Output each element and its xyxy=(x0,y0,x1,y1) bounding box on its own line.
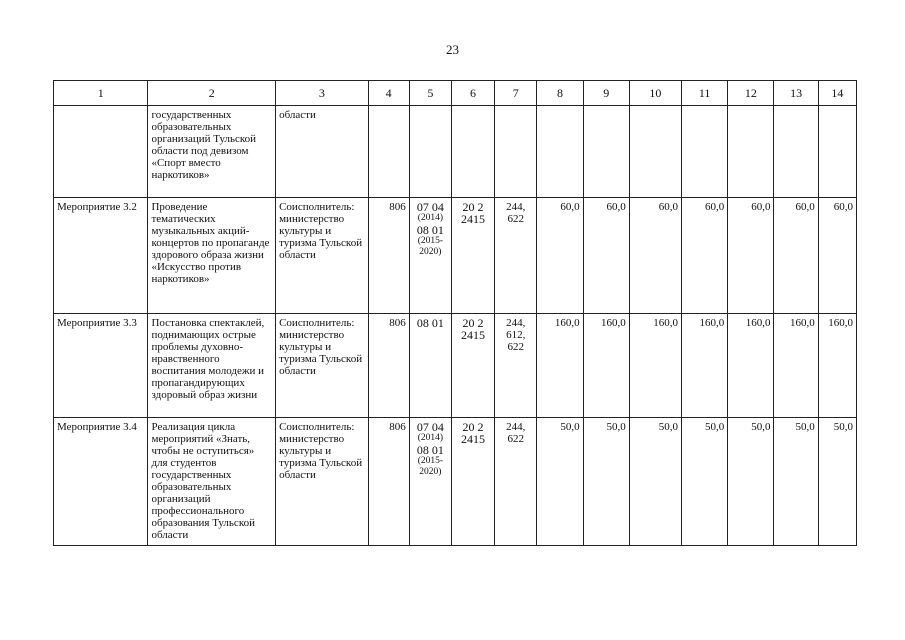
table-row xyxy=(54,314,857,418)
value-cell xyxy=(682,106,728,198)
target-article-part: 20 2 xyxy=(462,316,484,330)
target-article-part: 20 2 xyxy=(462,420,484,434)
executor-cell: Соисполнитель: министерство культуры и туризма Тульской области xyxy=(276,418,368,546)
value-cell: 60,0 xyxy=(818,198,856,314)
event-code-cell: Мероприятие 3.2 xyxy=(54,198,148,314)
value-cell xyxy=(537,106,583,198)
executor-cell: Соисполнитель: министерство культуры и туризма Тульской области xyxy=(276,314,368,418)
section-period: (2015-2020) xyxy=(417,456,444,477)
expense-type-cell: 244, 612, 622 xyxy=(495,314,537,418)
page-number: 23 xyxy=(446,42,459,57)
header-cell: 10 xyxy=(629,81,681,106)
program-table xyxy=(53,80,857,546)
target-article-cell xyxy=(451,106,494,198)
executor-cell: области xyxy=(276,106,368,198)
value-cell: 160,0 xyxy=(818,314,856,418)
value-cell: 60,0 xyxy=(728,198,774,314)
event-name-cell: Реализация цикла мероприятий «Знать, чтобы не оступиться» для студентов государственных образовательных организаций профессионального образования Тульской области xyxy=(148,418,276,546)
expense-type-cell: 244, 622 xyxy=(495,418,537,546)
header-cell: 8 xyxy=(537,81,583,106)
section-code: 08 01 xyxy=(416,223,444,237)
value-cell xyxy=(728,106,774,198)
target-article-cell xyxy=(451,198,494,314)
event-name-cell: Постановка спектаклей, поднимающих острые проблемы духовно-нравственного воспитания молодежи и пропагандирующих здоровый образ жизни xyxy=(148,314,276,418)
header-row xyxy=(54,81,857,106)
header-cell: 11 xyxy=(682,81,728,106)
section-code: 07 04 xyxy=(416,200,444,214)
header-cell: 4 xyxy=(368,81,409,106)
value-cell: 50,0 xyxy=(682,418,728,546)
table-row xyxy=(54,198,857,314)
header-cell: 12 xyxy=(728,81,774,106)
value-cell: 160,0 xyxy=(728,314,774,418)
value-cell: 160,0 xyxy=(583,314,629,418)
executor-cell: Соисполнитель: министерство культуры и туризма Тульской области xyxy=(276,198,368,314)
grbs-cell: 806 xyxy=(368,314,409,418)
header-cell: 14 xyxy=(818,81,856,106)
event-code-cell: Мероприятие 3.3 xyxy=(54,314,148,418)
section-code: 08 01 xyxy=(416,316,444,330)
header-cell: 2 xyxy=(148,81,276,106)
value-cell xyxy=(774,106,818,198)
event-name-cell: Проведение тематических музыкальных акций-концертов по пропаганде здорового образа жизни «Искусство против наркотиков» xyxy=(148,198,276,314)
value-cell: 60,0 xyxy=(537,198,583,314)
table-row xyxy=(54,418,857,546)
table-row xyxy=(54,106,857,198)
section-code: 07 04 xyxy=(416,420,444,434)
event-code-cell xyxy=(54,106,148,198)
value-cell: 50,0 xyxy=(728,418,774,546)
section-code: 08 01 xyxy=(416,443,444,457)
section-period: (2015-2020) xyxy=(417,236,444,257)
header-cell: 13 xyxy=(774,81,818,106)
section-cell xyxy=(409,314,451,418)
value-cell: 60,0 xyxy=(774,198,818,314)
value-cell xyxy=(583,106,629,198)
grbs-cell: 806 xyxy=(368,198,409,314)
value-cell: 60,0 xyxy=(629,198,681,314)
expense-type-cell: 244, 622 xyxy=(495,198,537,314)
header-cell: 3 xyxy=(276,81,368,106)
target-article-part: 2415 xyxy=(461,328,486,342)
event-code-cell: Мероприятие 3.4 xyxy=(54,418,148,546)
value-cell: 160,0 xyxy=(537,314,583,418)
section-period: (2014) xyxy=(417,213,444,223)
section-period: (2014) xyxy=(417,433,444,443)
value-cell: 50,0 xyxy=(774,418,818,546)
value-cell: 50,0 xyxy=(583,418,629,546)
section-cell xyxy=(409,418,451,546)
grbs-cell xyxy=(368,106,409,198)
target-article-part: 20 2 xyxy=(462,200,484,214)
value-cell: 50,0 xyxy=(818,418,856,546)
header-cell: 6 xyxy=(451,81,494,106)
value-cell xyxy=(629,106,681,198)
target-article-part: 2415 xyxy=(461,432,486,446)
target-article-cell xyxy=(451,314,494,418)
value-cell: 50,0 xyxy=(537,418,583,546)
value-cell: 160,0 xyxy=(682,314,728,418)
value-cell xyxy=(818,106,856,198)
section-cell xyxy=(409,106,451,198)
header-cell: 1 xyxy=(54,81,148,106)
expense-type-cell xyxy=(495,106,537,198)
event-name-cell: государственных образовательных организаций Тульской области под девизом «Спорт вместо наркотиков» xyxy=(148,106,276,198)
grbs-cell: 806 xyxy=(368,418,409,546)
target-article-part: 2415 xyxy=(461,212,486,226)
value-cell: 60,0 xyxy=(682,198,728,314)
section-cell xyxy=(409,198,451,314)
header-cell: 9 xyxy=(583,81,629,106)
value-cell: 160,0 xyxy=(774,314,818,418)
value-cell: 60,0 xyxy=(583,198,629,314)
header-cell: 7 xyxy=(495,81,537,106)
value-cell: 160,0 xyxy=(629,314,681,418)
header-cell: 5 xyxy=(409,81,451,106)
target-article-cell xyxy=(451,418,494,546)
value-cell: 50,0 xyxy=(629,418,681,546)
